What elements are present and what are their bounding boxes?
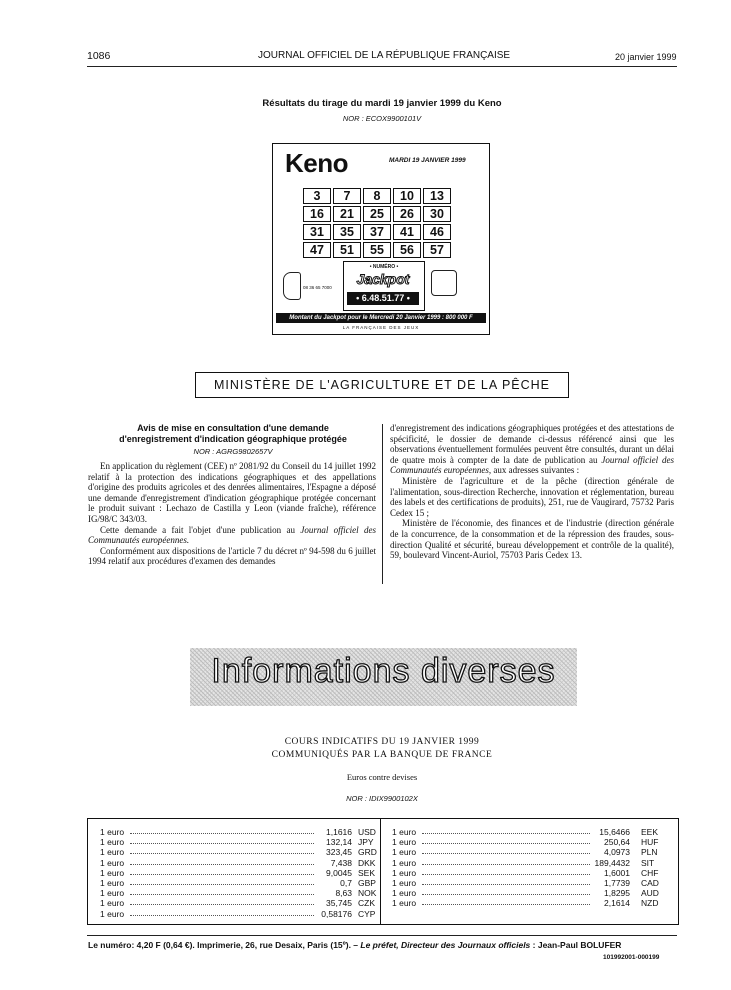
avis-text: aux adresses suivantes : (491, 465, 580, 476)
keno-number: 47 (303, 242, 331, 258)
currency-code: JPY (358, 837, 374, 848)
jackpot-number: • 6.48.51.77 • (347, 292, 419, 305)
rate-row (100, 837, 372, 847)
keno-nor: NOR : ECOX9900101V (342, 114, 422, 123)
header-rule (87, 66, 677, 67)
keno-footer: LA FRANÇAISE DES JEUX (342, 325, 420, 330)
currency-code: CYP (358, 908, 376, 919)
rate-value: 35,745 (326, 898, 352, 909)
informations-banner-title: Informations diverses (211, 652, 556, 690)
cours-nor: NOR : IDIX9900102X (346, 794, 418, 803)
avis-left-column (88, 461, 376, 567)
keno-number: 26 (393, 206, 421, 222)
avis-text: Cette demande a fait l'objet d'une publication au (100, 524, 301, 535)
informations-banner (190, 648, 577, 706)
cours-title-line2: COMMUNIQUÉS PAR LA BANQUE DE FRANCE (271, 750, 493, 760)
jackpot-amount-banner: Montant du Jackpot pour le Mercredi 20 Janvier 1999 : 800 000 F (276, 313, 486, 323)
keno-number: 31 (303, 224, 331, 240)
currency-code: NOK (358, 888, 377, 899)
rate-row (100, 847, 377, 858)
cours-subtitle: Euros contre devises (346, 772, 418, 782)
rate-label: 1 euro (392, 847, 417, 858)
rates-left-list (100, 827, 377, 919)
rate-row (392, 837, 670, 847)
rate-label: 1 euro (100, 898, 125, 909)
page-number: 1086 (87, 50, 111, 62)
dot-leader (422, 864, 590, 865)
rate-value: 4,0973 (604, 847, 630, 858)
keno-number-grid (303, 188, 451, 258)
footer-price: Le numéro: 4,20 F (0,64 €). Imprimerie, 26, rue Desaix, Paris (15º). – (88, 940, 361, 950)
rate-row (100, 908, 376, 919)
keno-number: 10 (393, 188, 421, 204)
avis-paragraph (390, 423, 674, 476)
keno-number: 37 (363, 224, 391, 240)
rate-row (392, 868, 670, 878)
currency-code: EEK (641, 827, 659, 837)
rate-value: 132,14 (326, 837, 352, 848)
avis-right-column (390, 423, 674, 561)
keno-number: 7 (333, 188, 361, 204)
rate-label: 1 euro (100, 908, 125, 919)
journal-reference: Journal officiel des Communautés européennes. (88, 524, 376, 546)
currency-code: CZK (358, 898, 375, 909)
keno-number: 55 (363, 242, 391, 258)
currency-code: AUD (641, 888, 659, 899)
column-divider (382, 424, 383, 584)
avis-title (92, 423, 374, 445)
rate-label: 1 euro (392, 857, 417, 868)
rate-value: 189,4432 (594, 857, 630, 868)
rate-value: 1,7739 (604, 877, 630, 888)
currency-code: SEK (358, 867, 376, 878)
journal-title: JOURNAL OFFICIEL DE LA RÉPUBLIQUE FRANÇAISE (258, 50, 511, 61)
rate-row (100, 827, 376, 837)
keno-logo: Keno (285, 148, 348, 178)
keno-number: 51 (333, 242, 361, 258)
rate-value: 323,45 (326, 847, 352, 858)
rate-value: 2,1614 (604, 898, 630, 909)
dot-leader (422, 833, 590, 834)
currency-code: SIT (641, 857, 655, 868)
rate-value: 1,1616 (326, 827, 352, 837)
dot-leader (130, 853, 314, 854)
rate-row (100, 898, 375, 909)
rate-label: 1 euro (100, 837, 125, 848)
rate-value: 250,64 (604, 837, 630, 848)
avis-nor: NOR : AGRG9802657V (193, 447, 273, 456)
rate-row (100, 888, 377, 899)
rate-value: 0,7 (340, 877, 352, 888)
dot-leader (130, 864, 314, 865)
avis-paragraph (88, 525, 376, 546)
keno-number: 30 (423, 206, 451, 222)
rate-row (392, 898, 670, 908)
dot-leader (422, 874, 590, 875)
rate-value: 9,0045 (326, 867, 352, 878)
currency-code: NZD (641, 898, 659, 909)
keno-results-box (272, 143, 490, 335)
rate-label: 1 euro (100, 867, 125, 878)
footer-code: 101992001-000199 (603, 954, 660, 961)
keno-number: 16 (303, 206, 331, 222)
jackpot-box (343, 261, 425, 311)
rate-value: 8,63 (335, 888, 352, 899)
dot-leader (130, 833, 314, 834)
rate-row (392, 847, 670, 857)
phone-icon (283, 272, 301, 300)
avis-paragraph: Ministère de l'économie, des finances et de l'industrie (direction générale de la concurrence, de la consommation et de la répression des fraudes, sous-direction Qualité et sécurité, bureau développement et contrôle de la qualité), 59, boulevard Vincent-Auriol, 75703 Paris Cedex 13. (390, 518, 674, 561)
ministry-heading: MINISTÈRE DE L'AGRICULTURE ET DE LA PÊCHE (195, 372, 569, 398)
rate-label: 1 euro (100, 857, 125, 868)
rate-label: 1 euro (392, 837, 417, 848)
rate-label: 1 euro (392, 888, 417, 899)
rate-label: 1 euro (100, 888, 125, 899)
keno-draw-date: MARDI 19 JANVIER 1999 (389, 157, 466, 164)
rate-value: 0,58176 (321, 908, 352, 919)
currency-code: GBP (358, 877, 376, 888)
currency-code: USD (358, 827, 376, 837)
dot-leader (130, 884, 314, 885)
rate-label: 1 euro (100, 827, 125, 837)
journal-reference: Journal officiel des Communautés européennes, (390, 454, 674, 476)
avis-title-line2: d'enregistrement d'indication géographique protégée (119, 434, 347, 444)
rates-right-list (392, 827, 670, 909)
exchange-rate-table (87, 818, 679, 925)
rate-label: 1 euro (392, 867, 417, 878)
avis-text: d'enregistrement des indications géographiques protégées et des attestations de spécificité, le dossier de demande ci-dessus référencé ainsi que les observations éventuellement formulées peuvent être consultés, durant un délai de quatre mois à compter de la date de publication au (390, 423, 674, 465)
avis-paragraph: En application du règlement (CEE) nº 2081/92 du Conseil du 14 juillet 1992 relatif à la protection des indications géographiques et des appellations d'origine des produits agricoles et des denrées alimentaires, l'Espagne a déposé une demande d'enregistrement d'indication géographique protégée concernant le produit suivant : Lechazo de Castilla y Leon (viande fraîche), référence IG/98/C 343/03. (88, 461, 376, 524)
rate-label: 1 euro (100, 877, 125, 888)
rate-label: 1 euro (392, 898, 417, 909)
currency-code: GRD (358, 847, 377, 858)
keno-number: 21 (333, 206, 361, 222)
footer-director-name: : Jean-Paul BOLUFER (530, 940, 622, 950)
rate-value: 1,8295 (604, 888, 630, 899)
keno-number: 56 (393, 242, 421, 258)
footer-text (88, 940, 621, 950)
keno-number: 46 (423, 224, 451, 240)
rate-label: 1 euro (392, 827, 417, 837)
currency-code: CAD (641, 877, 659, 888)
rate-label: 1 euro (392, 877, 417, 888)
table-divider (380, 819, 381, 924)
dot-leader (130, 874, 314, 875)
footer-rule (87, 935, 677, 936)
keno-small-logo-icon (431, 270, 457, 296)
rate-row (100, 857, 376, 868)
dot-leader (422, 884, 590, 885)
avis-paragraph: Ministère de l'agriculture et de la pêche (direction générale de l'alimentation, sous-direction Recherche, innovation et réglementation, bureau des labels et des certifications de produits), 251, rue de Vaugirard, 75732 Paris Cedex 15 ; (390, 475, 674, 518)
rate-row (392, 888, 670, 898)
dot-leader (130, 915, 314, 916)
dot-leader (422, 904, 590, 905)
dot-leader (422, 843, 590, 844)
currency-code: PLN (641, 847, 658, 858)
keno-number: 57 (423, 242, 451, 258)
rate-label: 1 euro (100, 847, 125, 858)
currency-code: CHF (641, 867, 659, 878)
rate-row (392, 878, 670, 888)
keno-number: 13 (423, 188, 451, 204)
dot-leader (422, 894, 590, 895)
rate-row (392, 858, 670, 868)
currency-code: DKK (358, 857, 376, 868)
cours-title-line1: COURS INDICATIFS DU 19 JANVIER 1999 (284, 737, 480, 747)
dot-leader (130, 843, 314, 844)
rate-value: 15,6466 (599, 827, 630, 837)
keno-title: Résultats du tirage du mardi 19 janvier 1999 du Keno (262, 98, 502, 109)
rate-value: 7,438 (330, 857, 352, 868)
keno-number: 41 (393, 224, 421, 240)
jackpot-label: • NUMÉRO • (369, 264, 399, 270)
avis-paragraph: Conformément aux dispositions de l'article 7 du décret nº 94-598 du 6 juillet 1994 relatif aux procédures d'examen des demandes (88, 545, 376, 567)
rate-row (100, 867, 376, 878)
rate-value: 1,6001 (604, 867, 630, 878)
keno-number: 35 (333, 224, 361, 240)
rate-row (100, 877, 376, 888)
rate-row (392, 827, 670, 837)
dot-leader (130, 904, 314, 905)
currency-code: HUF (641, 837, 659, 848)
jackpot-logo: Jackpot (356, 271, 410, 287)
avis-title-line1: Avis de mise en consultation d'une demande (137, 423, 329, 433)
keno-phone-number: 08 36 65 7000 (303, 285, 332, 290)
keno-number: 25 (363, 206, 391, 222)
header-date: 20 janvier 1999 (615, 52, 677, 62)
dot-leader (422, 853, 590, 854)
footer-director-title: Le préfet, Directeur des Journaux officiels (360, 940, 531, 950)
keno-number: 8 (363, 188, 391, 204)
dot-leader (130, 894, 314, 895)
keno-number: 3 (303, 188, 331, 204)
